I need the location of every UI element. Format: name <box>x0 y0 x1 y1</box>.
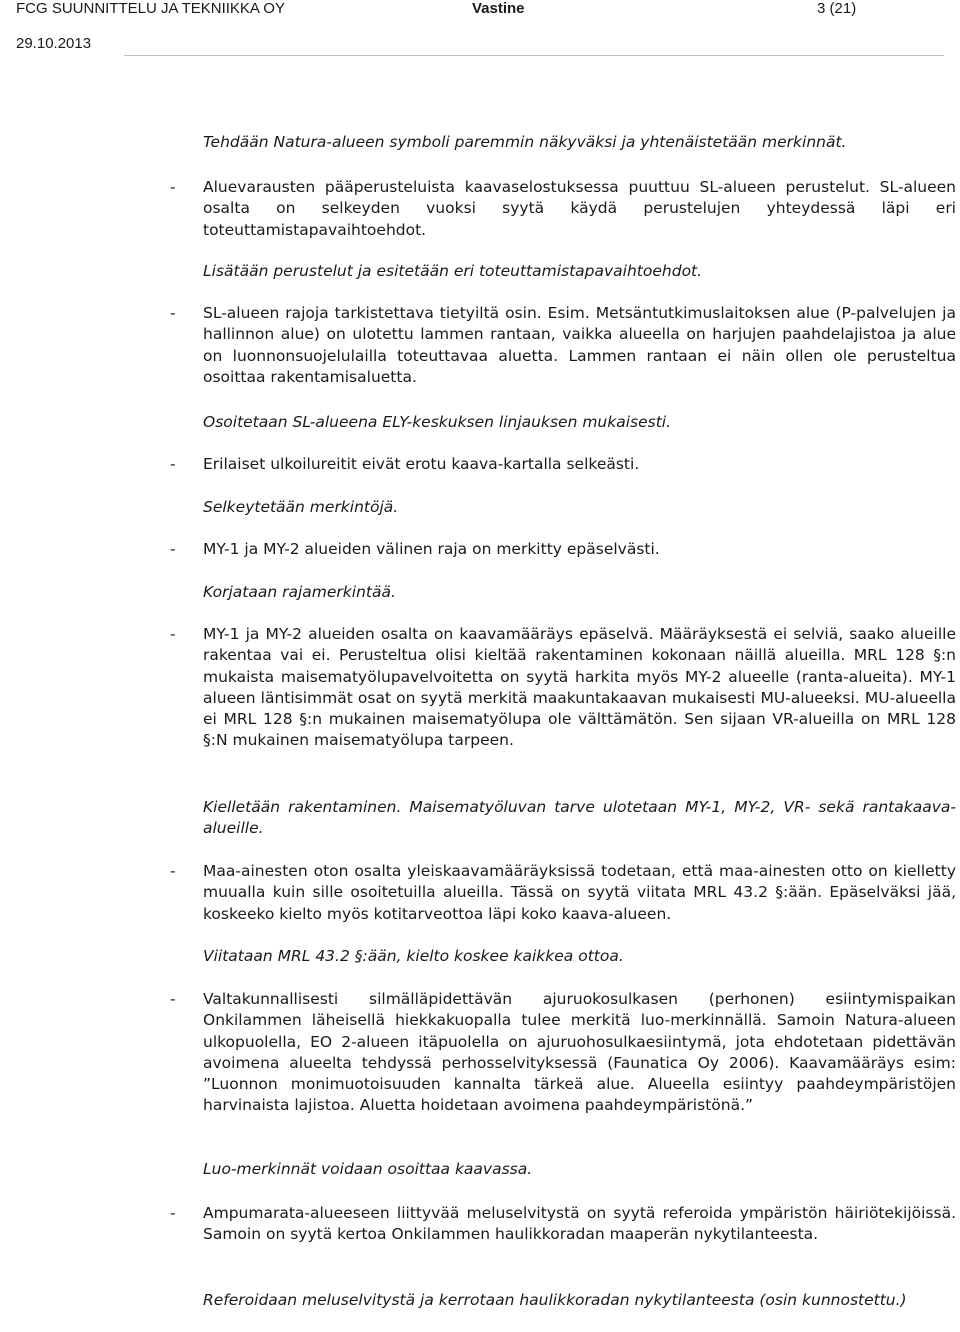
comment-paragraph: MY-1 ja MY-2 alueiden välinen raja on merkitty epäselvästi. <box>203 540 660 558</box>
list-bullet: - <box>170 990 176 1008</box>
comment-paragraph: Ampumarata-alueeseen liittyvää meluselvitystä on syytä referoida ympäristön häiriötekijöissä. Samoin on syytä kertoa Onkilammen haulikkoradan maaperän nykytilanteesta. <box>203 1204 956 1244</box>
response-paragraph: Tehdään Natura-alueen symboli paremmin näkyväksi ja yhtenäistetään merkinnät. <box>203 133 847 151</box>
comment-paragraph: SL-alueen rajoja tarkistettava tietyiltä osin. Esim. Metsäntutkimuslaitoksen alue (P-palvelujen ja hallinnon alue) on ulotettu lammen rantaan, vaikka alueella on harjujen paahdelajistoa ja alue on luonnonsuojelulailla toteuttavaa aluetta. Lammen rantaan ei näin ollen ole perusteltua osoittaa rakentamisaluetta. <box>203 304 956 386</box>
comment-paragraph: Aluevarausten pääperusteluista kaavaselostuksessa puuttuu SL-alueen perustelut. SL-alueen osalta on selkeyden vuoksi syytä käydä perustelujen yhteydessä läpi eri toteuttamistapavaihtoehdot. <box>203 178 956 239</box>
response-paragraph: Luo-merkinnät voidaan osoittaa kaavassa. <box>203 1160 533 1178</box>
response-paragraph: Osoitetaan SL-alueena ELY-keskuksen linjauksen mukaisesti. <box>203 413 672 431</box>
comment-paragraph: Valtakunnallisesti silmälläpidettävän ajuruokosulkasen (perhonen) esiintymispaikan Onkilammen läheisellä hiekkakuopalla tulee merkitä luo-merkinnällä. Samoin Natura-alueen ulkopuolella, EO 2-alueen itäpuolella on ajuruohosulkaesiintymä, jota ehdotetaan pidettävän avoimena alueelta tehdyssä perhosselvityksessä (Faunatica Oy 2006). Kaavamääräys esim: ”Luonnon monimuotoisuuden kannalta tärkeä alue. Alueella esiintyy paahdeympäristöjen harvinaista lajistoa. Aluetta hoidetaan avoimena paahdeympäristönä.” <box>203 990 956 1115</box>
list-bullet: - <box>170 862 176 880</box>
response-paragraph: Korjataan rajamerkintää. <box>203 583 396 601</box>
list-bullet: - <box>170 178 176 196</box>
comment-paragraph: Erilaiset ulkoilureitit eivät erotu kaava-kartalla selkeästi. <box>203 455 640 473</box>
comment-paragraph: Maa-ainesten oton osalta yleiskaavamääräyksissä todetaan, että maa-ainesten otto on kielletty muualla kuin sille osoitetuilla alueilla. Tässä on syytä viitata MRL 43.2 §:ään. Epäselväksi jää, koskeeko kielto myös kotitarveottoa läpi koko kaava-alueen. <box>203 862 956 923</box>
response-paragraph: Referoidaan meluselvitystä ja kerrotaan haulikkoradan nykytilanteesta (osin kunnostettu.) <box>203 1291 907 1309</box>
page-number: 3 (21) <box>817 0 857 17</box>
response-paragraph: Kielletään rakentaminen. Maisematyöluvan tarve ulotetaan MY-1, MY-2, VR- sekä rantakaava-alueille. <box>203 798 956 838</box>
list-bullet: - <box>170 455 176 473</box>
list-bullet: - <box>170 540 176 558</box>
response-paragraph: Lisätään perustelut ja esitetään eri toteuttamistapavaihtoehdot. <box>203 262 703 280</box>
list-bullet: - <box>170 625 176 643</box>
document-date: 29.10.2013 <box>16 35 92 52</box>
comment-paragraph: MY-1 ja MY-2 alueiden osalta on kaavamääräys epäselvä. Määräyksestä ei selviä, saako alueille rakentaa vai ei. Perusteltua olisi kieltää rakentaminen kokonaan näillä alueilla. MRL 128 §:n mukaista maisematyölupavelvoitetta on syytä harkita myös MY-2 alueelle (ranta-alueita). MY-1 alueen läntisimmät osat on syytä merkitä maakuntakaavan mukaisesti MU-alueeksi. MU-alueella ei MRL 128 §:n mukainen maisematyölupa ole välttämätön. Sen sijaan VR-alueilla on MRL 128 §:N mukainen maisematyölupa tarpeen. <box>203 625 956 750</box>
response-paragraph: Selkeytetään merkintöjä. <box>203 498 399 516</box>
document-status: Vastine <box>472 0 525 17</box>
list-bullet: - <box>170 1204 176 1222</box>
response-paragraph: Viitataan MRL 43.2 §:ään, kielto koskee kaikkea ottoa. <box>203 947 624 965</box>
list-bullet: - <box>170 304 176 322</box>
company-name: FCG SUUNNITTELU JA TEKNIIKKA OY <box>16 0 285 17</box>
